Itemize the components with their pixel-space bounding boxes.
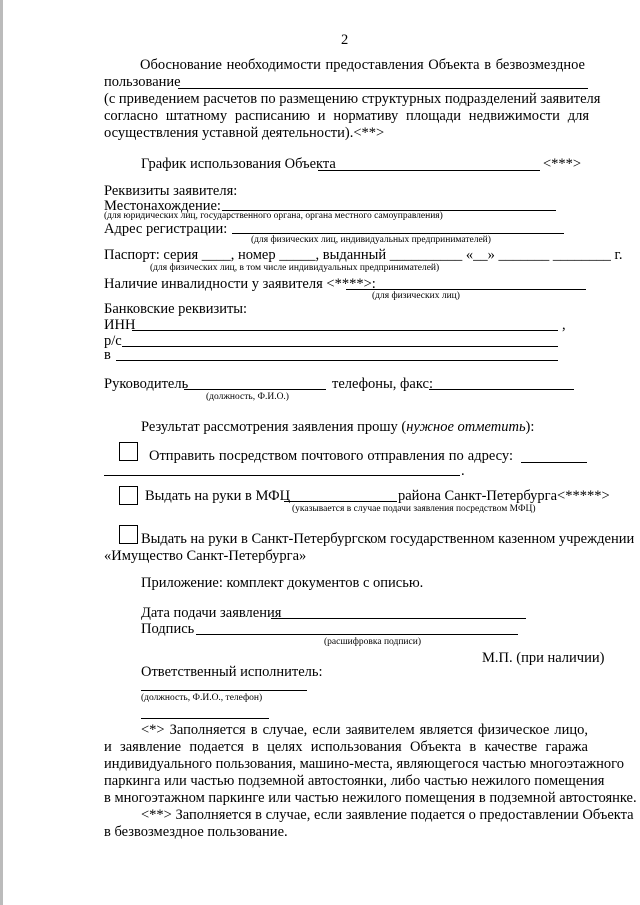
footnote-separator xyxy=(141,718,269,719)
location-hint: (для юридических лиц, государственного органа, органа местного самоуправления) xyxy=(104,211,443,221)
option-mfc-label: Выдать на руки в МФЦ xyxy=(145,488,291,504)
scan-edge xyxy=(0,0,3,905)
head-hint: (должность, Ф.И.О.) xyxy=(206,392,289,402)
option-mfc-hint: (указывается в случае подачи заявления посредством МФЦ) xyxy=(292,504,536,514)
executor-hint: (должность, Ф.И.О., телефон) xyxy=(141,693,263,703)
attachment: Приложение: комплект документов с описью. xyxy=(141,575,424,591)
passport-hint: (для физических лиц, в том числе индивидуальных предпринимателей) xyxy=(150,263,440,273)
inn-input[interactable] xyxy=(132,330,558,331)
sign-label: Подпись xyxy=(141,621,195,637)
footnote-1-line-3: индивидуального пользования, машино-места, являющегося частью многоэтажного xyxy=(104,756,624,772)
disability-label: Наличие инвалидности у заявителя <****>: xyxy=(104,276,376,292)
address-input[interactable] xyxy=(232,233,564,234)
justification-line-2: пользование xyxy=(104,74,181,90)
sign-input[interactable] xyxy=(196,634,518,635)
phones-label: телефоны, факс: xyxy=(332,376,433,392)
passport-line[interactable]: Паспорт: серия ____, номер _____, выданный __________ «__» _______ ________ г. xyxy=(104,247,623,263)
date-input[interactable] xyxy=(271,618,526,619)
option-mfc-checkbox[interactable] xyxy=(119,486,138,505)
executor-label: Ответственный исполнитель: xyxy=(141,664,323,680)
disability-hint: (для физических лиц) xyxy=(372,291,460,301)
footnote-1-line-4: паркинга или частью подземной автостоянки, либо частью нежилого помещения xyxy=(104,773,605,789)
mail-address-input-1[interactable] xyxy=(521,462,587,463)
bank-in-label: в xyxy=(104,347,111,363)
page-number: 2 xyxy=(341,32,349,48)
schedule-note: <***> xyxy=(543,156,582,172)
head-label: Руководитель xyxy=(104,376,189,392)
justification-line-5: осуществления уставной деятельности).<**> xyxy=(104,125,385,141)
address-hint: (для физических лиц, индивидуальных предпринимателей) xyxy=(251,235,491,245)
option-mail-label: Отправить посредством почтового отправления по адресу: xyxy=(149,448,513,464)
stamp-note: М.П. (при наличии) xyxy=(482,650,605,666)
location-label: Местонахождение: xyxy=(104,198,221,214)
bank-title: Банковские реквизиты: xyxy=(104,301,248,317)
mfc-district-input[interactable] xyxy=(284,501,397,502)
inn-label: ИНН xyxy=(104,317,136,333)
footnote-1-line-2: и заявление подается в целях использования Объекта в качестве гаража xyxy=(104,739,588,755)
footnote-1-line-1: <*> Заполняется в случае, если заявителем является физическое лицо, xyxy=(141,722,588,738)
rs-input[interactable] xyxy=(122,346,558,347)
address-label: Адрес регистрации: xyxy=(104,221,228,237)
option-mail-checkbox[interactable] xyxy=(119,442,138,461)
bank-input[interactable] xyxy=(116,360,558,361)
option-institution-label-2: «Имущество Санкт-Петербурга» xyxy=(104,548,307,564)
schedule-input[interactable] xyxy=(318,170,540,171)
rs-label: р/с xyxy=(104,333,122,349)
option-mfc-label-2: района Санкт-Петербурга<*****> xyxy=(398,488,610,504)
option-institution-checkbox[interactable] xyxy=(119,525,138,544)
schedule-label: График использования Объекта xyxy=(141,156,336,172)
footnote-2-line-2: в безвозмездное пользование. xyxy=(104,824,288,840)
disability-input[interactable] xyxy=(346,289,586,290)
phones-input[interactable] xyxy=(429,389,574,390)
result-intro: Результат рассмотрения заявления прошу (нужное отметить): xyxy=(141,419,535,435)
mail-address-period: . xyxy=(461,463,465,479)
footnote-2-line-1: <**> Заполняется в случае, если заявление подается о предоставлении Объекта xyxy=(141,807,634,823)
executor-input[interactable] xyxy=(141,690,307,691)
head-input[interactable] xyxy=(184,389,326,390)
mail-address-input-2[interactable] xyxy=(104,475,460,476)
justification-line-1: Обоснование необходимости предоставления Объекта в безвозмездное xyxy=(140,57,585,73)
justification-line-3: (с приведением расчетов по размещению структурных подразделений заявителя xyxy=(104,91,601,107)
option-institution-label-1: Выдать на руки в Санкт-Петербургском государственном казенном учреждении xyxy=(141,531,635,547)
requisites-title: Реквизиты заявителя: xyxy=(104,183,238,199)
footnote-1-line-5: в многоэтажном паркинге или частью нежилого помещения в подземной автостоянке. xyxy=(104,790,637,806)
sign-hint: (расшифровка подписи) xyxy=(324,637,421,647)
justification-input[interactable] xyxy=(178,88,588,89)
date-label: Дата подачи заявления xyxy=(141,605,282,621)
justification-line-4: согласно штатному расписанию и нормативу площади недвижимости для xyxy=(104,108,589,124)
inn-comma: , xyxy=(562,317,566,333)
